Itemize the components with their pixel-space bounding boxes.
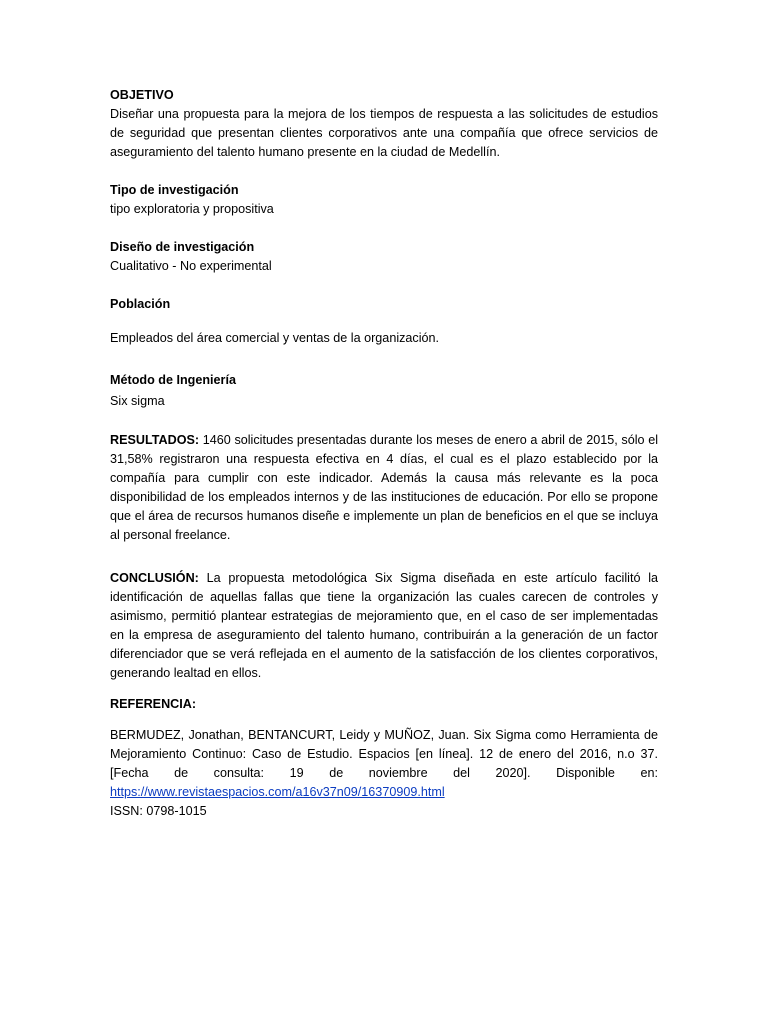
spacer (110, 411, 658, 431)
conclusion-label: CONCLUSIÓN: (110, 571, 199, 585)
diseno-investigacion-text: Cualitativo - No experimental (110, 259, 272, 273)
referencia-url-line (110, 783, 658, 802)
issn-text: ISSN: 0798-1015 (110, 804, 207, 818)
diseno-investigacion-heading: Diseño de investigación (110, 240, 255, 254)
objetivo-heading: OBJETIVO (110, 88, 174, 102)
poblacion-text: Empleados del área comercial y ventas de la organización. (110, 331, 440, 345)
referencia-heading: REFERENCIA: (110, 697, 197, 711)
resultados-text: 1460 solicitudes presentadas durante los meses de enero a abril de 2015, sólo el 31,58% registraron una respuesta efectiva en 4 días, el cual es el plazo establecido por la compañía para cumplir con este indicador. Además la causa más relevante es la poca disponibilidad de los empleados internos y de las instituciones de educación. Por ello se propone que el área de recursos humanos diseñe e implemente un plan de beneficios en el que se incluya al personal freelance. (110, 433, 658, 542)
objetivo-text: Diseñar una propuesta para la mejora de los tiempos de respuesta a las solicitudes de estudios de seguridad que presentan clientes corporativos ante una compañía que ofrece servicios de aseguramiento del talento humano presente en la ciudad de Medellín. (110, 107, 658, 159)
tipo-investigacion-text: tipo exploratoria y propositiva (110, 202, 274, 216)
spacer (110, 545, 658, 569)
spacer (110, 348, 658, 371)
resultados-label: RESULTADOS: (110, 433, 200, 447)
referencia-citation: BERMUDEZ, Jonathan, BENTANCURT, Leidy y MUÑOZ, Juan. Six Sigma como Herramienta de Mejoramiento Continuo: Caso de Estudio. Espacios [en línea]. 12 de enero del 2016, n.o 37. [Fecha de consulta: 19 de noviembre del 2020]. Disponible en: (110, 728, 658, 780)
spacer (110, 714, 658, 726)
poblacion-heading: Población (110, 297, 171, 311)
spacer (110, 276, 658, 295)
document-page (110, 86, 658, 821)
conclusion-paragraph (110, 569, 658, 683)
conclusion-text: La propuesta metodológica Six Sigma diseñada en este artículo facilitó la identificación de aquellas fallas que tiene la organización las cuales carecen de controles y asimismo, permitió plantear estrategias de mejoramiento que, en el caso de ser implementadas en la empresa de aseguramiento del talento humano, contribuirán a la generación de un factor diferenciador que se verá reflejada en el aumento de la satisfacción de los clientes corporativos, generando lealtad en ellos. (110, 571, 658, 680)
spacer (110, 162, 658, 181)
spacer (110, 683, 658, 695)
tipo-investigacion-heading: Tipo de investigación (110, 183, 239, 197)
spacer (110, 219, 658, 238)
metodo-text: Six sigma (110, 394, 165, 408)
metodo-heading: Método de Ingeniería (110, 373, 236, 387)
resultados-paragraph (110, 431, 658, 545)
reference-link[interactable]: https://www.revistaespacios.com/a16v37n09/16370909.html (110, 785, 445, 799)
